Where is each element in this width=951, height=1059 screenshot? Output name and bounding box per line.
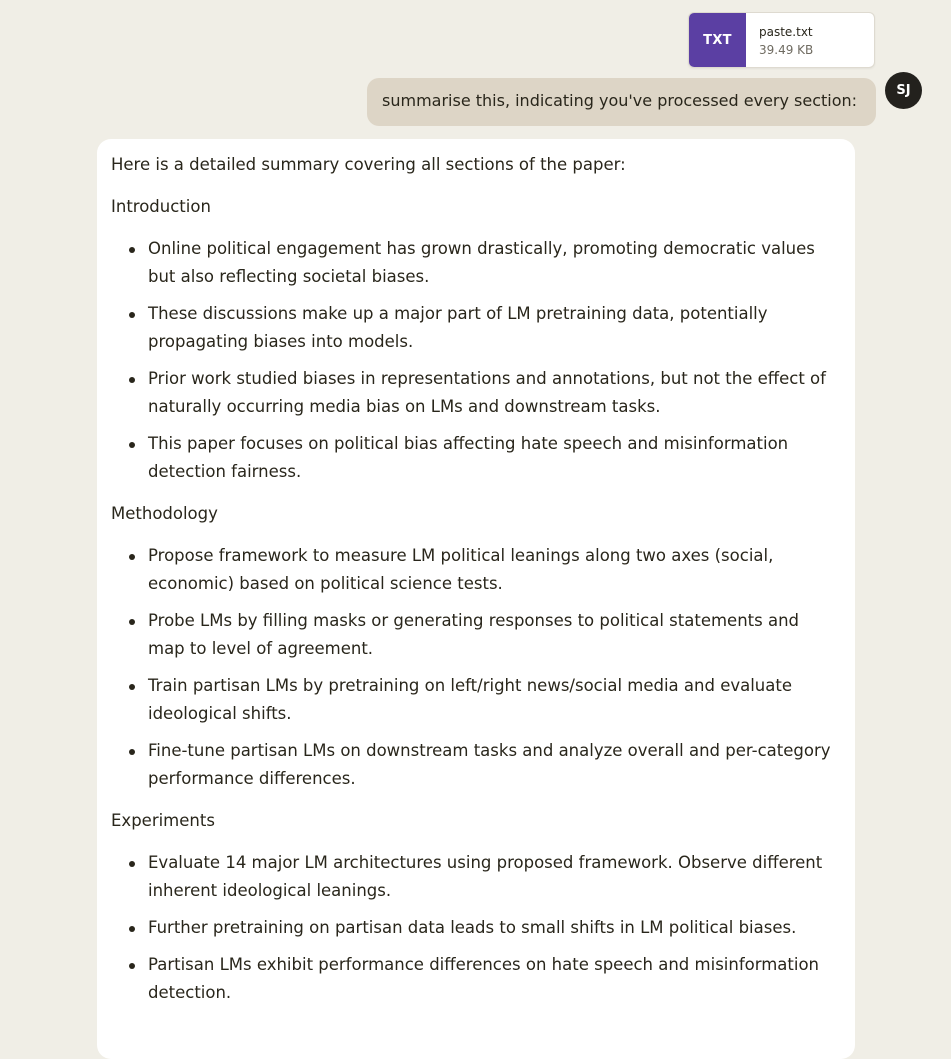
list-item: Fine-tune partisan LMs on downstream tasks and analyze overall and per-category performance differences.: [148, 737, 841, 793]
txt-file-icon: TXT: [689, 13, 746, 67]
summary-intro: Here is a detailed summary covering all sections of the paper:: [111, 155, 626, 174]
list-item: Prior work studied biases in representations and annotations, but not the effect of naturally occurring media bias on LMs and downstream tasks.: [148, 365, 841, 421]
list-item: Further pretraining on partisan data leads to small shifts in LM political biases.: [148, 914, 841, 942]
section-heading: Introduction: [111, 197, 211, 216]
list-item: Probe LMs by filling masks or generating responses to political statements and map to level of agreement.: [148, 607, 841, 663]
list-item: Partisan LMs exhibit performance differences on hate speech and misinformation detection.: [148, 951, 841, 1007]
bullet-list: [111, 542, 841, 793]
file-size: 39.49 KB: [759, 43, 814, 57]
section-heading: Methodology: [111, 504, 218, 523]
file-attachment[interactable]: [688, 12, 875, 68]
section-heading: Experiments: [111, 811, 215, 830]
user-message: summarise this, indicating you've processed every section:: [367, 78, 876, 126]
file-name: paste.txt: [759, 25, 813, 39]
file-info: [746, 13, 813, 67]
list-item: Propose framework to measure LM political leanings along two axes (social, economic) based on political science tests.: [148, 542, 841, 598]
list-item: Train partisan LMs by pretraining on left/right news/social media and evaluate ideological shifts.: [148, 672, 841, 728]
user-avatar[interactable]: SJ: [885, 72, 922, 109]
list-item: Online political engagement has grown drastically, promoting democratic values but also reflecting societal biases.: [148, 235, 841, 291]
list-item: Evaluate 14 major LM architectures using proposed framework. Observe different inherent ideological leanings.: [148, 849, 841, 905]
bullet-list: [111, 849, 841, 1007]
list-item: This paper focuses on political bias affecting hate speech and misinformation detection fairness.: [148, 430, 841, 486]
list-item: These discussions make up a major part of LM pretraining data, potentially propagating biases into models.: [148, 300, 841, 356]
assistant-message: [97, 139, 855, 1059]
bullet-list: [111, 235, 841, 486]
